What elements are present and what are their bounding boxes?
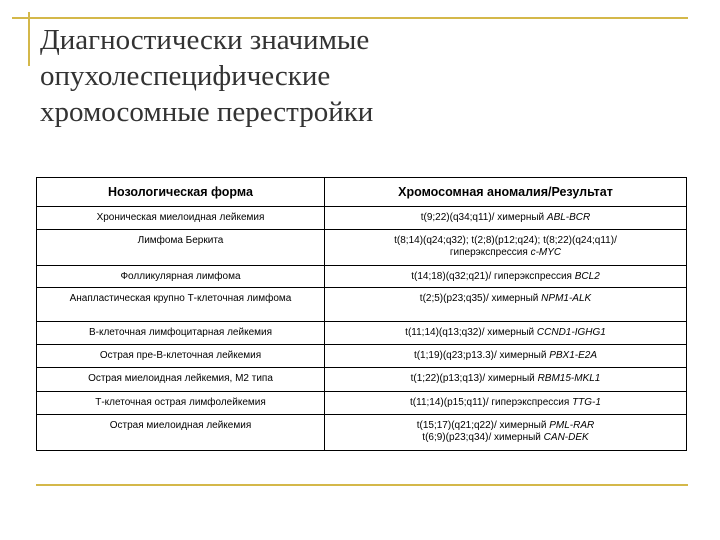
disease-cell: Лимфома Беркита xyxy=(37,230,325,266)
anomaly-line xyxy=(327,373,684,385)
anomaly-line xyxy=(327,247,684,259)
anomaly-line xyxy=(327,327,684,339)
anomaly-text: t(1;19)(q23;p13.3)/ химерный xyxy=(413,350,550,361)
gene-name: ABL-BCR xyxy=(546,212,591,223)
anomaly-line xyxy=(327,293,684,305)
disease-cell: В-клеточная лимфоцитарная лейкемия xyxy=(37,322,325,345)
disease-cell: Острая миелоидная лейкемия xyxy=(37,415,325,451)
anomaly-line xyxy=(327,420,684,432)
anomaly-cell xyxy=(325,266,687,288)
anomaly-line xyxy=(327,432,684,444)
table-header-row xyxy=(37,178,687,207)
disease-cell: Острая миелоидная лейкемия, М2 типа xyxy=(37,368,325,392)
anomaly-text: t(6;9)(p23;q34)/ химерный xyxy=(422,432,544,443)
anomaly-cell xyxy=(325,322,687,345)
anomaly-line xyxy=(327,212,684,224)
table-row xyxy=(37,207,687,230)
anomaly-text: t(15;17)(q21;q22)/ химерный xyxy=(416,420,550,431)
gene-name: CCND1-IGHG1 xyxy=(536,327,606,338)
table-row xyxy=(37,266,687,288)
anomaly-text: t(9;22)(q34;q11)/ химерный xyxy=(420,212,547,223)
anomaly-cell xyxy=(325,207,687,230)
anomaly-cell xyxy=(325,345,687,368)
table-row xyxy=(37,322,687,345)
disease-cell: Хроническая миелоидная лейкемия xyxy=(37,207,325,230)
gene-name: NPM1-ALK xyxy=(541,293,592,304)
disease-cell: Анапластическая крупно Т-клеточная лимфома xyxy=(37,288,325,322)
gene-name: BCL2 xyxy=(574,271,600,282)
title-line: Диагностически значимые xyxy=(40,24,370,56)
anomaly-cell xyxy=(325,415,687,451)
gene-name: TTG-1 xyxy=(572,397,601,408)
gene-name: PBX1-E2A xyxy=(549,350,598,361)
left-accent-rule xyxy=(28,12,30,66)
bottom-rule xyxy=(36,484,688,486)
disease-cell: Острая пре-В-клеточная лейкемия xyxy=(37,345,325,368)
table-row xyxy=(37,415,687,451)
anomaly-line xyxy=(327,397,684,409)
title-line: хромосомные перестройки xyxy=(40,96,374,128)
table-row xyxy=(37,345,687,368)
anomaly-text: t(1;22)(p13;q13)/ химерный xyxy=(410,373,538,384)
table-row xyxy=(37,230,687,266)
anomaly-text: t(14;18)(q32;q21)/ гиперэкспрессия xyxy=(411,271,575,282)
header-anomaly: Хромосомная аномалия/Результат xyxy=(325,178,687,207)
slide-title xyxy=(40,22,680,130)
disease-cell: Т-клеточная острая лимфолейкемия xyxy=(37,392,325,415)
anomaly-text: t(8;14)(q24;q32); t(2;8)(p12;q24); t(8;22)(q24;q11)/ xyxy=(394,235,617,246)
anomaly-text: t(2;5)(p23;q35)/ химерный xyxy=(419,293,542,304)
anomaly-line xyxy=(327,271,684,283)
anomaly-line xyxy=(327,350,684,362)
disease-cell: Фолликулярная лимфома xyxy=(37,266,325,288)
table-row xyxy=(37,392,687,415)
table-row xyxy=(37,368,687,392)
anomaly-cell xyxy=(325,230,687,266)
anomaly-cell xyxy=(325,368,687,392)
gene-name: CAN-DEK xyxy=(543,432,589,443)
anomaly-text: гиперэкспрессия xyxy=(449,247,531,258)
gene-name: c-MYC xyxy=(530,247,562,258)
anomaly-line xyxy=(327,235,684,247)
anomaly-text: t(11;14)(q13;q32)/ химерный xyxy=(405,327,537,338)
table-row xyxy=(37,288,687,322)
rearrangements-table xyxy=(36,177,687,451)
title-line: опухолеспецифические xyxy=(40,60,331,92)
gene-name: PML-RAR xyxy=(549,420,595,431)
gene-name: RBM15-MKL1 xyxy=(537,373,601,384)
anomaly-text: t(11;14)(p15;q11)/ гиперэкспрессия xyxy=(410,397,573,408)
header-nosology: Нозологическая форма xyxy=(37,178,325,207)
anomaly-cell xyxy=(325,288,687,322)
anomaly-cell xyxy=(325,392,687,415)
top-rule xyxy=(12,17,688,19)
